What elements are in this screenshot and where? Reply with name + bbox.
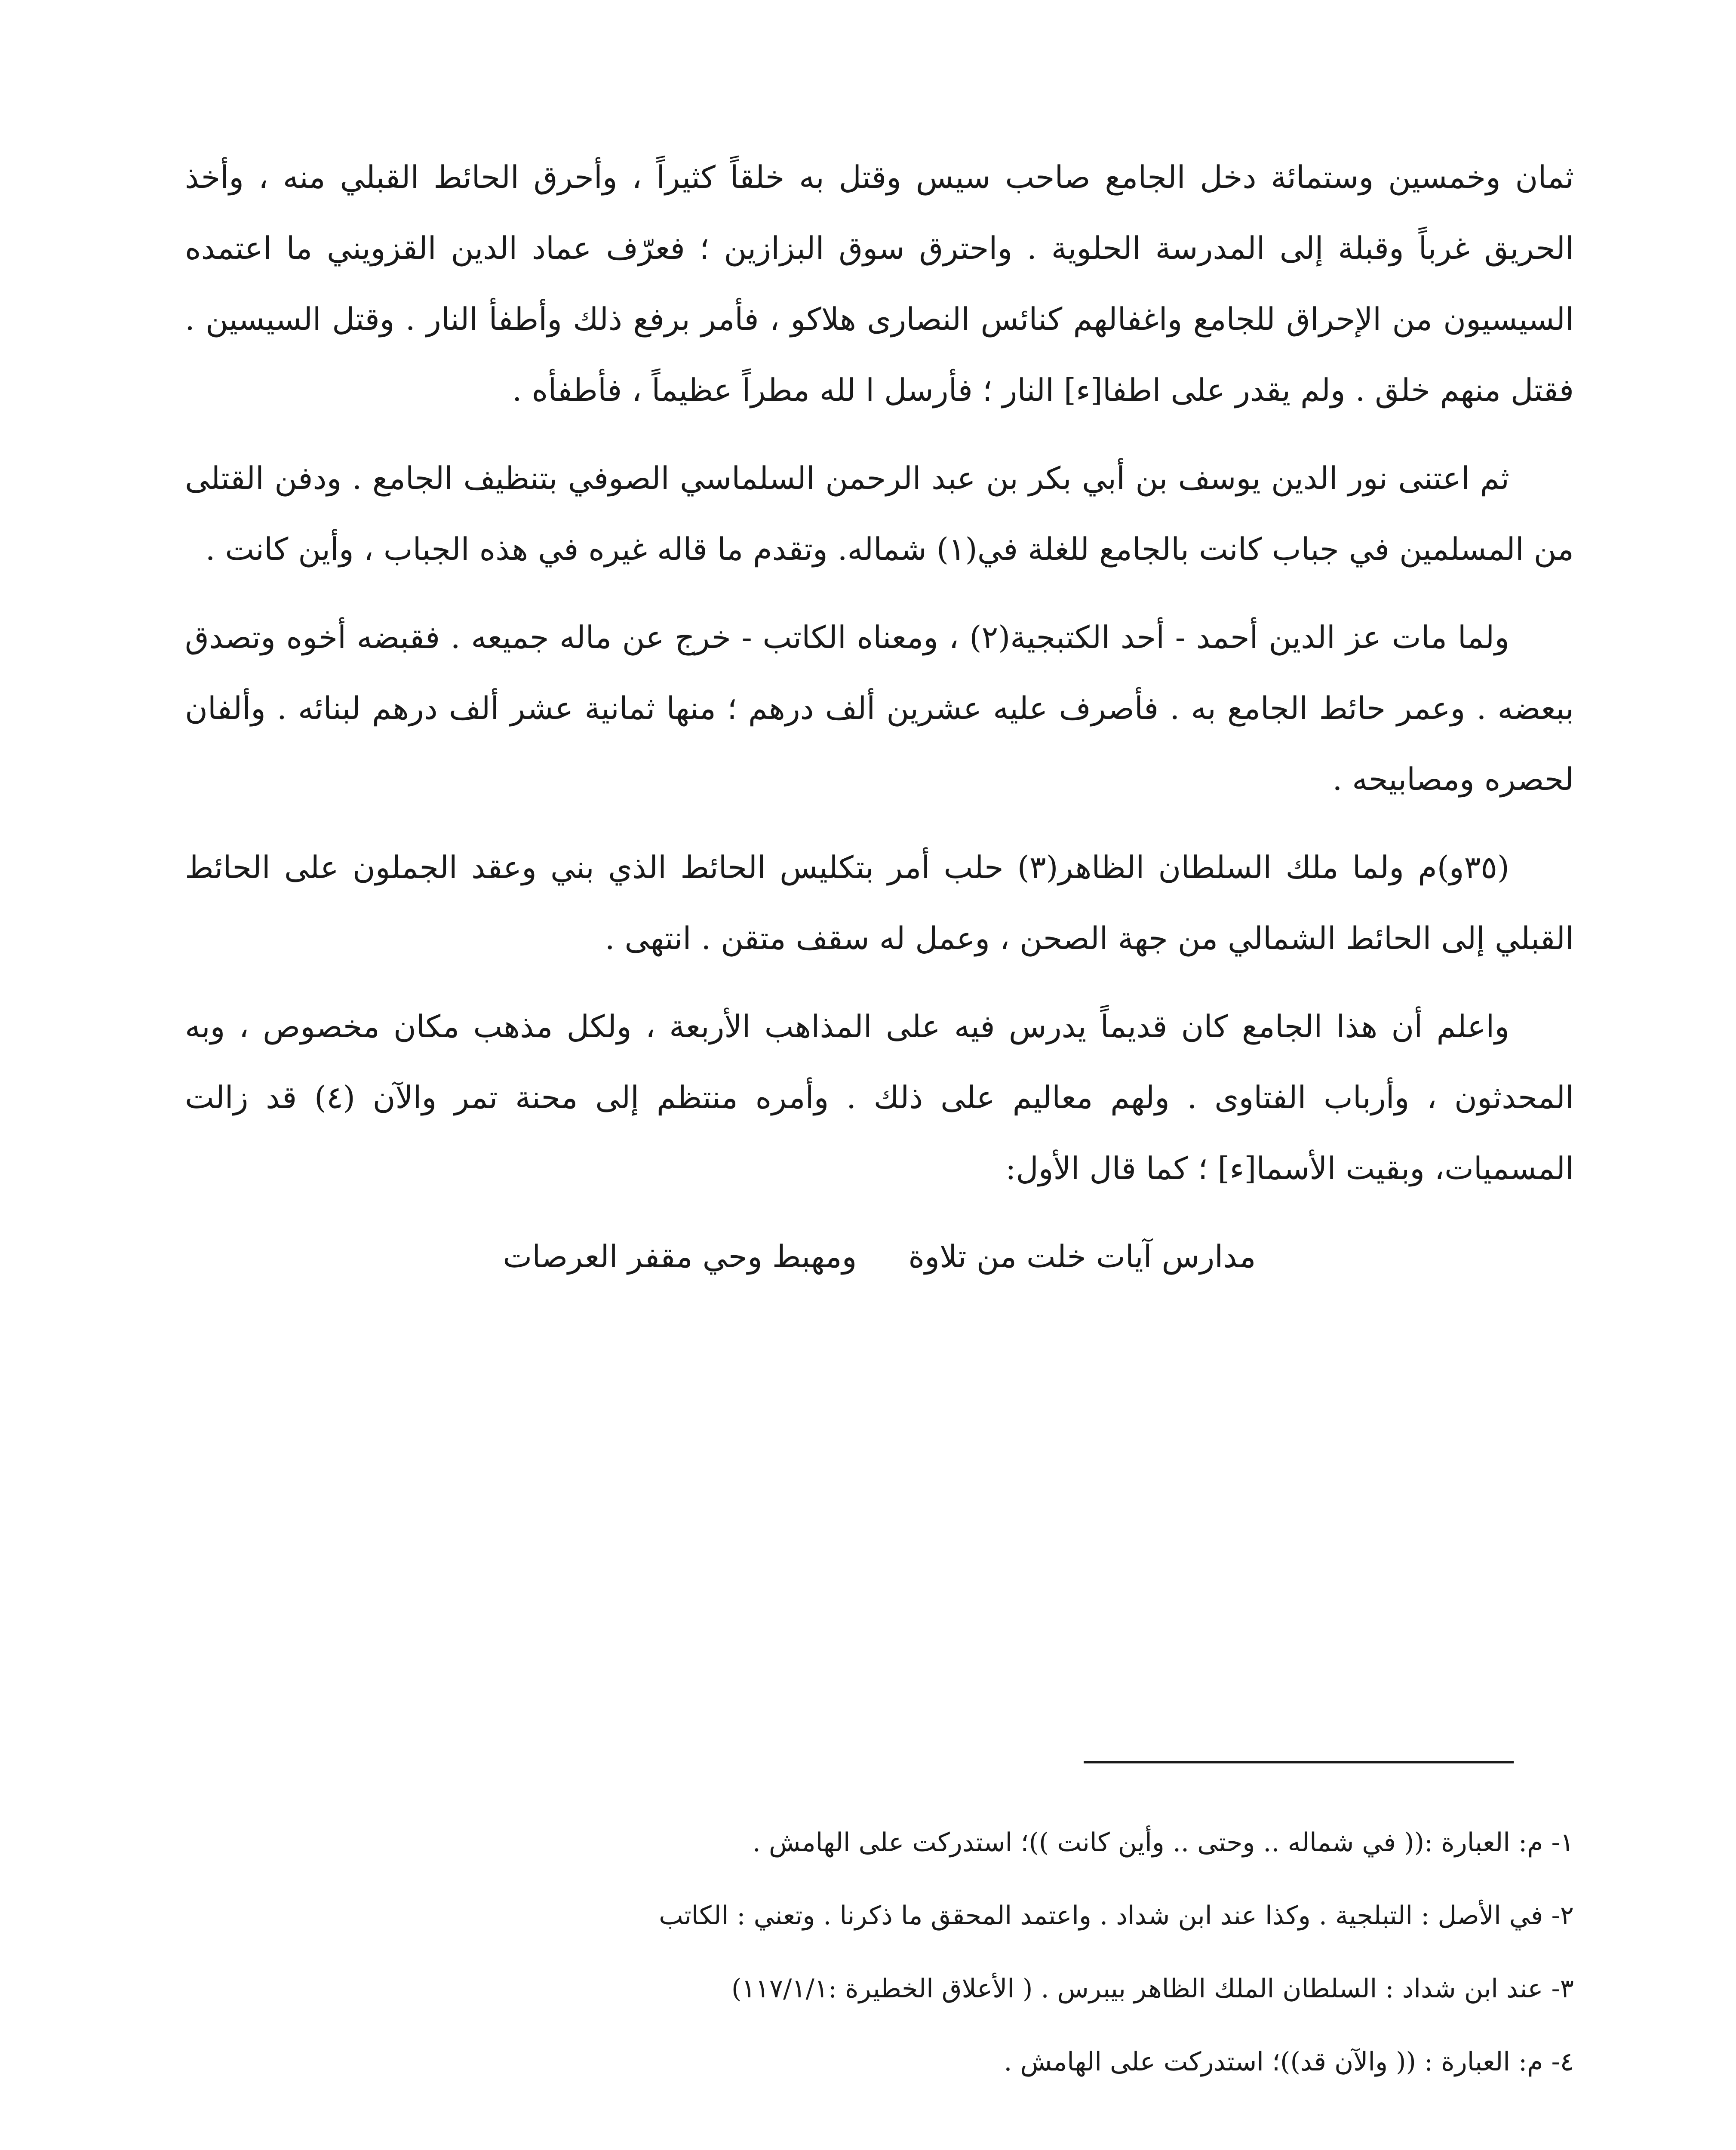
footnote-3: ٣- عند ابن شداد : السلطان الملك الظاهر بيبرس . ( الأعلاق الخطيرة :١١٧/١/١) bbox=[731, 1974, 1574, 2004]
verse-first-hemistich: مدارس آيات خلت من تلاوة bbox=[908, 1238, 1256, 1275]
paragraph-2: ثم اعتنى نور الدين يوسف بن أبي بكر بن عبد الرحمن السلماسي الصوفي بتنظيف الجامع . ودفن القتلى من المسلمين في جباب كانت بالجامع للغلة في(١) شماله. وتقدم ما قاله غيره في هذه الجباب ، وأين كانت . bbox=[185, 460, 1574, 567]
paragraph-5: واعلم أن هذا الجامع كان قديماً يدرس فيه على المذاهب الأربعة ، ولكل مذهب مكان مخصوص ، وبه المحدثون ، وأرباب الفتاوى . ولهم معاليم على ذلك . وأمره منتظم إلى محنة تمر والآن (٤) قد زالت المسميات، وبقيت الأسما[ء] ؛ كما قال الأول: bbox=[185, 1008, 1574, 1186]
verse-second-hemistich: ومهبط وحي مقفر العرصات bbox=[503, 1238, 857, 1275]
poem-verse bbox=[185, 1221, 1574, 1292]
paragraph-3: ولما مات عز الدين أحمد - أحد الكتبجية(٢) ، ومعناه الكاتب - خرج عن ماله جميعه . فقبضه أخوه وتصدق ببعضه . وعمر حائط الجامع به . فأصرف عليه عشرين ألف درهم ؛ منها ثمانية عشر ألف درهم لبنائه . وألفان لحصره ومصابيحه . bbox=[185, 619, 1574, 797]
footnote-1: ١- م: العبارة :(( في شماله .. وحتى .. وأين كانت ))؛ استدركت على الهامش . bbox=[752, 1828, 1574, 1858]
footnote-4: ٤- م: العبارة : (( والآن قد))؛ استدركت على الهامش . bbox=[1004, 2047, 1574, 2077]
paragraph-1: ثمان وخمسين وستمائة دخل الجامع صاحب سيس وقتل به خلقاً كثيراً ، وأحرق الحائط القبلي منه ، وأخذ الحريق غرباً وقبلة إلى المدرسة الحلوية . واحترق سوق البزازين ؛ فعرّف عماد الدين القزويني ما اعتمده السيسيون من الإحراق للجامع واغفالهم كنائس النصارى هلاكو ، فأمر برفع ذلك وأطفأ النار . وقتل السيسين . فقتل منهم خلق . ولم يقدر على اطفا[ء] النار ؛ فأرسل ا لله مطراً عظيماً ، فأطفأه . bbox=[185, 159, 1574, 408]
footnote-2: ٢- في الأصل : التبلجية . وكذا عند ابن شداد . واعتمد المحقق ما ذكرنا . وتعني : الكاتب bbox=[659, 1901, 1574, 1931]
footnote-separator bbox=[1084, 1761, 1514, 1763]
footnotes bbox=[258, 1806, 1574, 2098]
paragraph-4: (٣٥و)م ولما ملك السلطان الظاهر(٣) حلب أمر بتكليس الحائط الذي بني وعقد الجملون على الحائط القبلي إلى الحائط الشمالي من جهة الصحن ، وعمل له سقف متقن . انتهى . bbox=[185, 849, 1574, 956]
main-text bbox=[185, 142, 1574, 1292]
